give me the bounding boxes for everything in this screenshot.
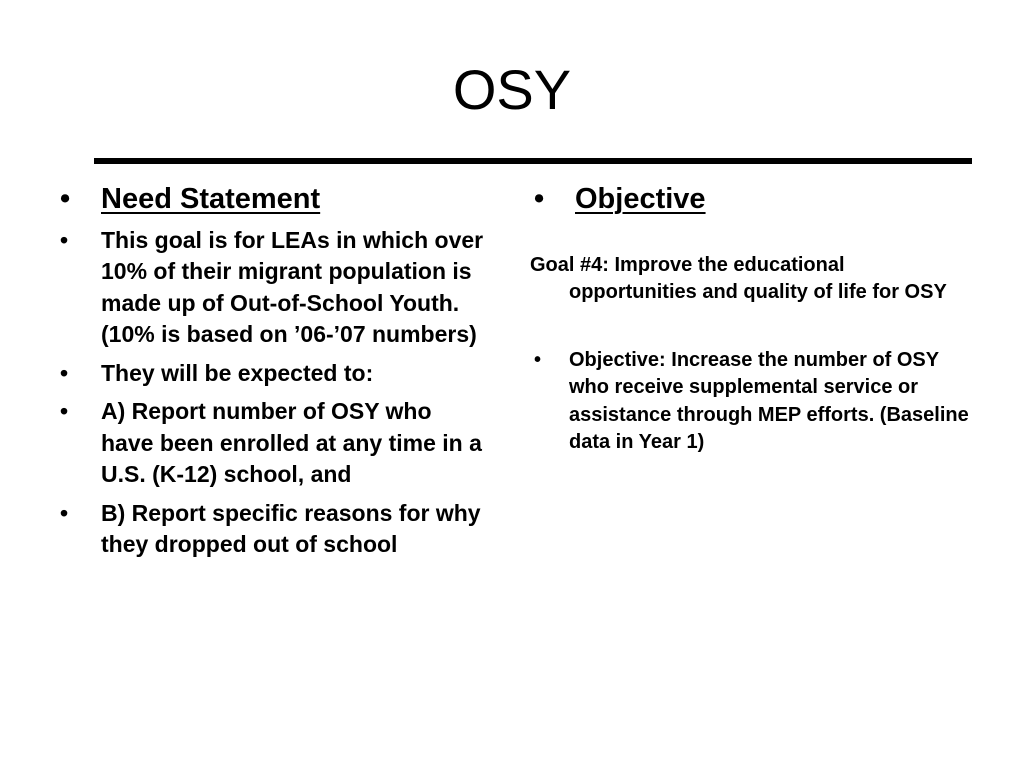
need-item-text: This goal is for LEAs in which over 10% of their migrant population is made up of Out-of-School Youth. (10% is based on ’06-’07 numbers): [101, 226, 484, 348]
need-statement-heading: [56, 182, 486, 217]
goal-statement: Goal #4: Improve the educational opportunities and quality of life for OSY: [530, 253, 947, 304]
objective-heading-text: Objective: [575, 183, 706, 215]
objective-item: [530, 347, 970, 457]
objective-text: Objective: Increase the number of OSY who receive supplemental service or assistance through MEP efforts. (Baseline data in Year 1): [569, 348, 969, 454]
need-item-text: A) Report number of OSY who have been enrolled at any time in a U.S. (K-12) school, and: [101, 398, 482, 488]
bullet-icon: •: [534, 183, 545, 215]
title-divider: [94, 158, 972, 164]
need-item-expectations: [56, 358, 486, 390]
bullet-icon: •: [60, 183, 71, 215]
objective-column: [530, 182, 970, 457]
need-statement-list: [56, 182, 486, 561]
slide-title: OSY: [452, 58, 572, 121]
need-statement-column: [56, 182, 486, 561]
objective-heading: [530, 182, 970, 217]
bullet-icon: •: [534, 348, 542, 371]
bullet-icon: •: [60, 499, 69, 526]
bullet-icon: •: [60, 226, 69, 253]
bullet-icon: •: [60, 359, 69, 386]
need-item-report-enrolled: [56, 396, 486, 491]
need-item-text: They will be expected to:: [101, 359, 374, 386]
need-statement-heading-text: Need Statement: [101, 183, 321, 215]
need-item-text: B) Report specific reasons for why they dropped out of school: [101, 499, 481, 558]
need-item-goal-scope: [56, 225, 486, 351]
need-item-report-reasons: [56, 498, 486, 561]
objective-heading-list: [530, 182, 970, 217]
objective-list: [530, 347, 970, 457]
bullet-icon: •: [60, 398, 69, 425]
